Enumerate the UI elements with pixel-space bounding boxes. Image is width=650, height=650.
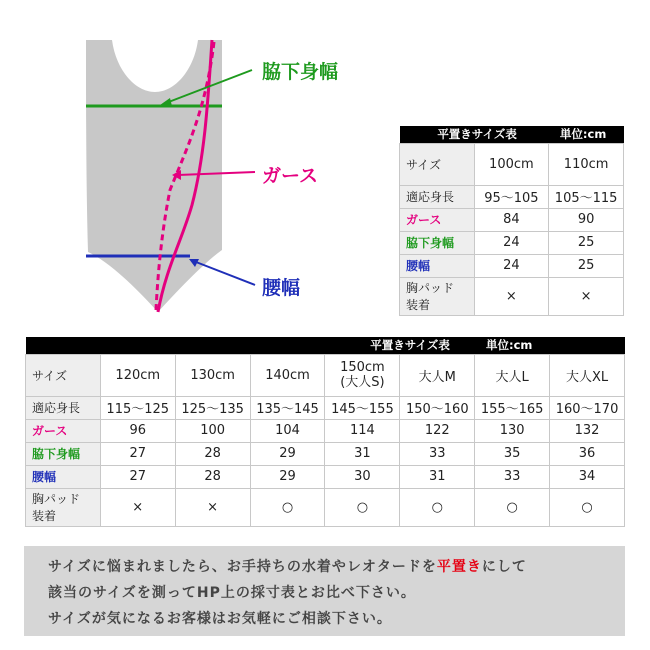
table-cell: 95〜105: [474, 185, 549, 208]
big-size-col: 150cm (大人S): [325, 354, 400, 396]
big-size-col: 130cm: [175, 354, 250, 396]
table-cell: 105〜115: [549, 185, 624, 208]
row-label-height: 適応身長: [26, 396, 101, 419]
big-size-table: [25, 337, 625, 527]
table-cell: 90: [549, 208, 624, 231]
small-size-table: [399, 126, 624, 316]
table-cell: 155〜165: [475, 396, 550, 419]
big-table-unit: 単位:cm: [400, 337, 625, 354]
table-cell: 160〜170: [550, 396, 625, 419]
big-size-col: 大人L: [475, 354, 550, 396]
table-cell: 114: [325, 419, 400, 442]
row-label-koshi: 腰幅: [26, 465, 101, 488]
row-label-pad: 胸パッド 装着: [26, 488, 101, 526]
table-cell: 30: [325, 465, 400, 488]
table-cell: 115〜125: [100, 396, 175, 419]
row-label-girth: ガース: [400, 208, 475, 231]
notice-line-2: 該当のサイズを測ってHP上の採寸表とお比べ下さい。: [48, 585, 416, 601]
table-cell: 130: [475, 419, 550, 442]
leotard-body: [86, 40, 222, 312]
table-cell: 25: [549, 231, 624, 254]
label-girth: ガース: [262, 165, 319, 187]
table-cell: 135〜145: [250, 396, 325, 419]
label-waki: 脇下身幅: [262, 61, 339, 83]
table-cell: ○: [250, 488, 325, 526]
table-cell: 28: [175, 465, 250, 488]
row-label-waki: 脇下身幅: [400, 231, 475, 254]
big-table-title: 平置きサイズ表: [26, 337, 400, 354]
small-table-unit: 単位:cm: [549, 126, 624, 143]
notice-box: [24, 546, 625, 636]
table-cell: 145〜155: [325, 396, 400, 419]
table-cell: 150〜160: [400, 396, 475, 419]
table-cell: ○: [475, 488, 550, 526]
table-cell: 24: [474, 254, 549, 277]
table-cell: ×: [549, 277, 624, 315]
big-size-col: 大人XL: [550, 354, 625, 396]
table-cell: 24: [474, 231, 549, 254]
table-cell: 34: [550, 465, 625, 488]
table-cell: 27: [100, 465, 175, 488]
table-cell: ○: [550, 488, 625, 526]
table-cell: 29: [250, 465, 325, 488]
table-cell: ×: [474, 277, 549, 315]
small-table-title: 平置きサイズ表: [400, 126, 549, 143]
table-cell: 27: [100, 442, 175, 465]
big-header-label: サイズ: [26, 354, 101, 396]
table-cell: ○: [325, 488, 400, 526]
small-size-col: 100cm: [474, 143, 549, 185]
table-cell: 25: [549, 254, 624, 277]
big-size-col: 120cm: [100, 354, 175, 396]
table-cell: 132: [550, 419, 625, 442]
table-cell: 36: [550, 442, 625, 465]
big-size-col: 140cm: [250, 354, 325, 396]
small-size-col: 110cm: [549, 143, 624, 185]
table-cell: 84: [474, 208, 549, 231]
table-cell: 104: [250, 419, 325, 442]
table-cell: 122: [400, 419, 475, 442]
table-cell: 35: [475, 442, 550, 465]
table-cell: 31: [325, 442, 400, 465]
table-cell: 29: [250, 442, 325, 465]
notice-line-3: サイズが気になるお客様はお気軽にご相談下さい。: [48, 611, 392, 627]
table-cell: 28: [175, 442, 250, 465]
row-label-pad: 胸パッド 装着: [400, 277, 475, 315]
table-cell: ○: [400, 488, 475, 526]
table-cell: 125〜135: [175, 396, 250, 419]
table-cell: ×: [175, 488, 250, 526]
table-cell: ×: [100, 488, 175, 526]
row-label-waki: 脇下身幅: [26, 442, 101, 465]
row-label-koshi: 腰幅: [400, 254, 475, 277]
label-koshi: 腰幅: [262, 277, 301, 299]
big-size-col: 大人M: [400, 354, 475, 396]
table-cell: 31: [400, 465, 475, 488]
table-cell: 33: [475, 465, 550, 488]
small-header-label: サイズ: [400, 143, 475, 185]
table-cell: 96: [100, 419, 175, 442]
table-cell: 100: [175, 419, 250, 442]
notice-line-1: サイズに悩まれましたら、お手持ちの水着やレオタードを平置きにして: [48, 559, 527, 575]
row-label-girth: ガース: [26, 419, 101, 442]
row-label-height: 適応身長: [400, 185, 475, 208]
table-cell: 33: [400, 442, 475, 465]
